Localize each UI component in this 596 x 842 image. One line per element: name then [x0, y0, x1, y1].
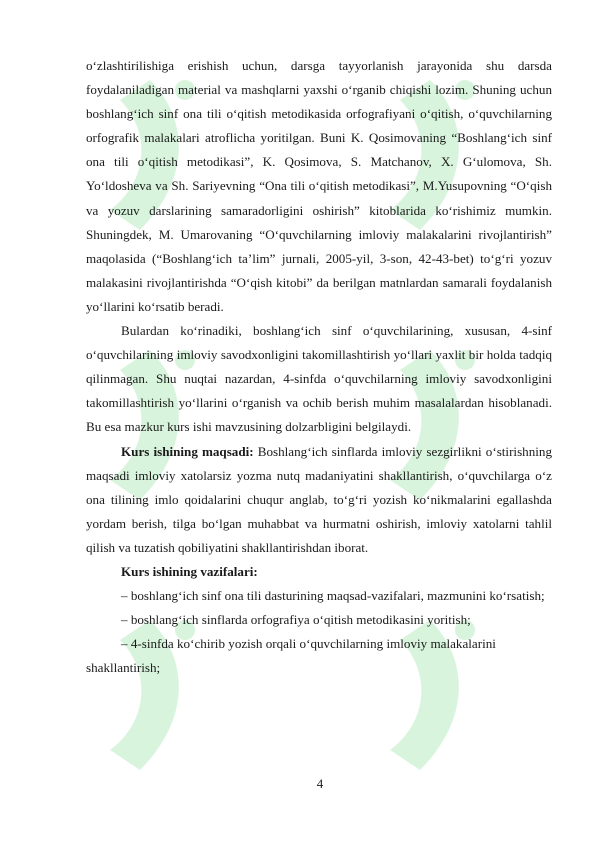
goal-label: Kurs ishining maqsadi:: [121, 443, 254, 459]
list-item: – boshlang‘ich sinf ona tili dasturining maqsad-vazifalari, mazmunini ko‘rsatish;: [121, 588, 545, 604]
tasks-heading: Kurs ishining vazifalari:: [121, 563, 258, 579]
goal-text: Boshlang‘ich sinflarda imloviy sezgirlikni o‘stirishning maqsadi imloviy xatolarsiz yozma nutq madaniyatini shakllantirish, o‘quvchilarga o‘z ona tilining imlo qoidalarini chuqur anglab, to‘g‘ri yozish ko‘nikmalarini egallashda yordam berish, tilga bo‘lgan muhabbat va hurmatni oshirish, imloviy xatolarni tahlil qilish va tuzatish qobiliyatini shakllantirishdan iborat.: [86, 443, 552, 555]
paragraph-relevance: Bulardan ko‘rinadiki, boshlang‘ich sinf o‘quvchilarining, xususan, 4-sinf o‘quvchilarining imloviy savodxonligini takomillashtirish yo‘llari yaxlit bir holda tadqiq qilinmagan. Shu nuqtai nazardan, 4-sinfda o‘quvchilarning imloviy savodxonligini takomillashtirish yo‘llarini o‘rganish va ochib berish muhim masalalardan hisoblanadi. Bu esa mazkur kurs ishi mavzusining dolzarbligini belgilaydi.: [86, 323, 552, 435]
paragraph-literature-review: o‘zlashtirilishiga erishish uchun, darsga tayyorlanish jarayonida shu darsda foydalaniladigan material va mashqlarni yaxshi o‘rganib chiqishi lozim. Shuning uchun boshlang‘ich sinf ona tili o‘qitish metodikasida orfografiyani o‘qitish, o‘quvchilarning orfografik malakalari atroflicha yoritilgan. Buni K. Qosimovaning “Boshlang‘ich sinf ona tili o‘qitish metodikasi”, K. Qosimova, S. Matchanov, X. G‘ulomova, Sh. Yo‘ldosheva va Sh. Sariyevning “Ona tili o‘qitish metodikasi”, M.Yusupovning “O‘qish va yozuv darslarining samaradorligini oshirish” kitoblarida ko‘rishimiz mumkin. Shuningdek, M. Umarovaning “O‘quvchilarning imloviy malakalarini rivojlantirish” maqolasida (“Boshlang‘ich ta’lim” jurnali, 2005-yil, 3-son, 42-43-bet) to‘g‘ri yozuv malakasini rivojlantirishda “O‘qish kitobi” da berilgan matnlardan samarali foydalanish yo‘llarini ko‘rsatib beradi.: [86, 58, 552, 314]
body-text: [86, 54, 552, 680]
page-number: 4: [316, 776, 324, 791]
paragraph-goal: [86, 440, 552, 560]
list-item: – boshlang‘ich sinflarda orfografiya o‘qitish metodikasini yoritish;: [121, 612, 471, 628]
list-item: – 4-sinfda ko‘chirib yozish orqali o‘quvchilarning imloviy malakalarini shakllantirish;: [86, 636, 496, 676]
